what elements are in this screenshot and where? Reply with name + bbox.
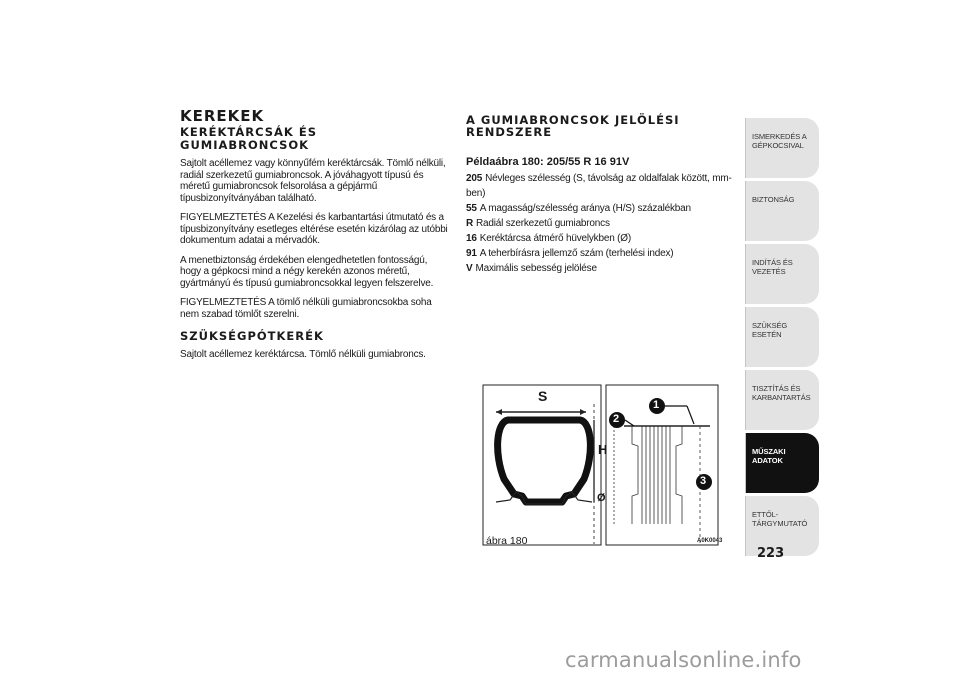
example-title: Példaábra 180: 205/55 R 16 91V (466, 156, 630, 168)
chapter-tabs (745, 118, 819, 559)
code-item (466, 201, 736, 216)
code-value: V (466, 263, 473, 274)
code-list (466, 171, 736, 276)
code-item (466, 246, 736, 261)
paragraph-wheels: Sajtolt acéllemez vagy könnyűfém keréktárcsák. Tömlő nélküli, radiál szerkezetű gumiabroncsok. A jóváhagyott típusú és méretű gumiabroncsok felsorolása a gépjármű típusbizonyítványában található. (180, 158, 446, 204)
code-value: 91 (466, 248, 477, 259)
chapter-tab[interactable] (745, 307, 819, 367)
left-column (180, 108, 450, 369)
chapter-tab-label: BIZTONSÁG (752, 195, 795, 204)
code-value: 16 (466, 233, 477, 244)
chapter-tab-label: SZÜKSÉG ESETÉN (752, 321, 788, 339)
watermark: carmanualsonline.info (565, 648, 802, 672)
code-item (466, 231, 736, 246)
figure-caption: ábra 180 (486, 535, 528, 547)
page-number: 223 (757, 546, 785, 561)
code-description: A magasság/szélesség aránya (H/S) százalékban (479, 203, 691, 214)
tyre-diagram-svg (482, 384, 723, 546)
code-description: Maximális sebesség jelölése (475, 263, 597, 274)
code-value: 55 (466, 203, 477, 214)
paragraph-safety: A menetbiztonság érdekében elengedhetetlen fontosságú, hogy a gépkocsi mind a négy kerekén azonos méretű, gyártmányú és típusú gumiabroncsokkal legyen felszerelve. (180, 254, 434, 289)
code-item (466, 216, 736, 231)
code-item (466, 261, 736, 276)
chapter-tab-label: KARBANTARTÁS (752, 393, 811, 402)
code-value: R (466, 218, 474, 229)
warning-paragraph-1: FIGYELMEZTETÉS A Kezelési és karbantartási útmutató és a típusbizonyítvány esetleges eltérése esetén kizárólag az utóbbi dokumentum adatai a mérvadók. (180, 212, 448, 246)
subsection-title-spare: SZÜKSÉGPÓTKERÉK (180, 329, 324, 343)
rim-schematic (614, 426, 710, 544)
chapter-tab[interactable] (745, 244, 819, 304)
chapter-tab-label: ADATOK (752, 456, 783, 465)
label-diameter: Ø (597, 492, 606, 504)
chapter-tab[interactable] (745, 118, 819, 178)
chapter-tab-label: TISZTÍTÁS ÉS (752, 384, 801, 393)
tyre-diagram (482, 384, 723, 546)
tyre-marking-title: A GUMIABRONCSOK JELÖLÉSI RENDSZERE (466, 113, 680, 139)
chapter-tab[interactable] (745, 181, 819, 241)
marker-3-label: 3 (700, 475, 707, 487)
right-column (466, 108, 736, 276)
label-h: H (598, 442, 608, 457)
section-title: KEREKEK (180, 107, 265, 125)
chapter-tab-label: INDÍTÁS ÉS VEZETÉS (752, 258, 793, 276)
code-description: A teherbírásra jellemző szám (terhelési index) (479, 248, 674, 259)
code-item (466, 171, 736, 201)
figure-code: A0K0043 (697, 538, 723, 544)
chapter-tab[interactable] (745, 433, 819, 493)
code-description: Radiál szerkezetű gumiabroncs (476, 218, 610, 229)
chapter-tab-label: TÁRGYMUTATÓ (752, 519, 808, 528)
chapter-tab-label: ISMERKEDÉS A (752, 132, 807, 141)
marker-1-label: 1 (653, 399, 660, 411)
chapter-tab[interactable] (745, 370, 819, 430)
subsection-title-wheels: KERÉKTÁRCSÁK ÉS GUMIABRONCSOK (180, 125, 317, 152)
chapter-tab-label: MŰSZAKI (752, 447, 786, 456)
code-value: 205 (466, 173, 483, 184)
marker-2-label: 2 (613, 413, 620, 425)
chapter-tab-label: GÉPKOCSIVAL (752, 141, 804, 150)
warning-paragraph-2: FIGYELMEZTETÉS A tömlő nélküli gumiabroncsokba soha nem szabad tömlőt szerelni. (180, 297, 432, 320)
chapter-tab-label: ETTŐL- (752, 510, 779, 519)
paragraph-spare: Sajtolt acéllemez keréktárcsa. Tömlő nélküli gumiabroncs. (180, 349, 426, 360)
label-s: S (538, 388, 548, 404)
tyre-section (498, 420, 591, 502)
code-description: Névleges szélesség (S, távolság az oldalfalak között, mm-ben) (466, 173, 732, 199)
code-description: Keréktárcsa átmérő hüvelykben (Ø) (479, 233, 631, 244)
